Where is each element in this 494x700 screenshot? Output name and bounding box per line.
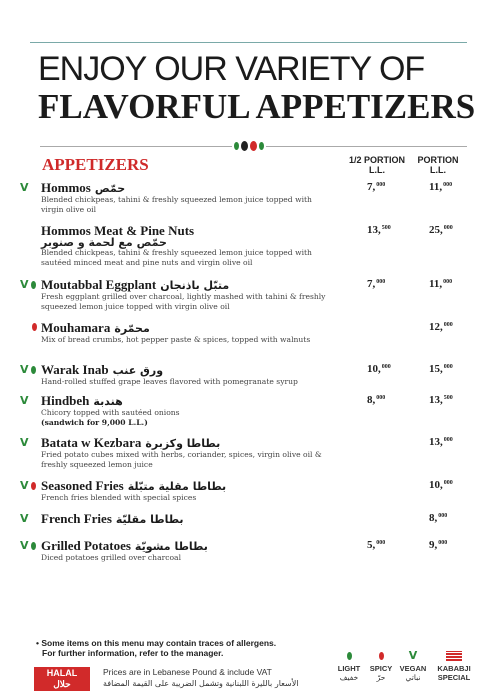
legend-light: LIGHT خفيف [332,650,366,682]
full-price: 11,$^{000}$ [429,278,453,290]
item-name: Mouhamara محمّرة [41,320,150,335]
half-price: 8,$^{000}$ [367,394,386,406]
menu-item-batata-kezbara [20,435,480,475]
column-header-full: PORTION L.L. [417,155,459,175]
page-title-line2: FLAVORFUL APPETIZERS [38,87,476,126]
vegan-icon: V [20,512,29,525]
menu-item-hommos-meat [20,223,480,271]
menu-item-seasoned-fries [20,478,480,506]
full-price: 9,$^{000}$ [429,539,448,551]
vegan-icon: V [20,436,29,449]
ornament-icon [232,140,266,152]
full-price: 25,$^{000}$ [429,224,453,236]
v-icon: V [408,649,418,662]
legend-kababji-special: KABABJI SPECIAL [432,650,476,682]
vegan-icon: V [20,278,29,291]
item-description: Chicory topped with sautéed onions [41,408,180,417]
full-price: 10,$^{000}$ [429,479,453,491]
half-price: 5,$^{000}$ [367,539,386,551]
item-name: Hommos Meat & Pine Nuts [41,223,195,238]
item-name: French Fries بطاطا مقليّة [41,511,184,526]
item-name: Hommos حمّص [41,180,126,195]
section-title: APPETIZERS [42,155,149,174]
page-title-line1: ENJOY OUR VARIETY OF [38,50,425,88]
full-price: 15,$^{000}$ [429,363,453,375]
item-arabic-name: حمّص مع لحمة و صنوبر [41,236,167,249]
vegan-icon: V [20,394,29,407]
legend-spicy: SPICY حرّ [366,650,396,682]
full-price: 13,$^{500}$ [429,394,453,406]
vegan-icon: V [20,363,29,376]
legend-vegan: V VEGAN نباتي [399,649,427,682]
menu-item-mouhamara [20,320,480,358]
menu-item-moutabbal [20,277,480,315]
item-name: Seasoned Fries بطاطا مقلية متبّلة [41,478,227,493]
light-icon [31,281,36,289]
vegan-icon: V [20,539,29,552]
vat-note: Prices are in Lebanese Pound & include VAT الأسعار بالليرة اللبنانية وتشمل الضريبة على القيمة المضافة [103,667,299,688]
menu-item-warak-inab [20,362,480,390]
item-description: Fresh eggplant grilled over charcoal, lightly mashed with tahini & freshly squeezed lemon juice topped with virgin olive oil [41,292,326,311]
menu-item-french-fries [20,511,480,529]
top-rule [30,42,467,43]
item-description: Blended chickpeas, tahini & freshly squeezed lemon juice topped with sautéed minced meat and pine nuts and virgin olive oil [41,248,312,267]
item-name: Grilled Potatoes بطاطا مشويّة [41,538,208,553]
half-price: 7,$^{000}$ [367,181,386,193]
vegan-icon: V [20,479,29,492]
item-note: (sandwich for 9,000 L.L.) [41,418,148,427]
half-price: 10,$^{000}$ [367,363,391,375]
full-price: 13,$^{000}$ [429,436,453,448]
spicy-icon [31,482,36,490]
vegan-icon: V [20,181,29,194]
menu-item-hommos [20,180,480,220]
allergen-note: • Some items on this menu may contain traces of allergens. For further information, refer to the manager. [36,638,277,658]
light-icon [31,366,36,374]
column-header-half: 1/2 PORTION L.L. [348,155,405,175]
item-description: French fries blended with special spices [41,493,197,502]
item-name: Hindbeh هندبة [41,393,123,408]
item-description: Fried potato cubes mixed with herbs, coriander, spices, virgin olive oil & freshly squeezed lemon juice [41,450,322,469]
item-description: Hand-rolled stuffed grape leaves flavored with pomegranate syrup [41,377,298,386]
item-name: Batata w Kezbara بطاطا وكزبرة [41,435,221,450]
flag-icon [446,651,462,661]
full-price: 12,$^{000}$ [429,321,453,333]
menu-item-grilled-potatoes [20,538,480,566]
green-dot-icon [347,652,352,660]
item-name: Moutabbal Eggplant متبّل باذنجان [41,277,230,292]
item-description: Diced potatoes grilled over charcoal [41,553,182,562]
spicy-icon [32,323,37,331]
item-name: Warak Inab ورق عنب [41,362,164,377]
light-icon [31,542,36,550]
red-dot-icon [379,652,384,660]
menu-item-hindbeh [20,393,480,431]
half-price: 7,$^{000}$ [367,278,386,290]
full-price: 11,$^{000}$ [429,181,453,193]
full-price: 8,$^{000}$ [429,512,448,524]
item-description: Mix of bread crumbs, hot pepper paste & spices, topped with walnuts [41,335,311,344]
item-description: Blended chickpeas, tahini & freshly squeezed lemon juice topped with virgin olive oil [41,195,312,214]
halal-badge: HALAL حلال [34,667,90,691]
half-price: 13,$^{500}$ [367,224,391,236]
